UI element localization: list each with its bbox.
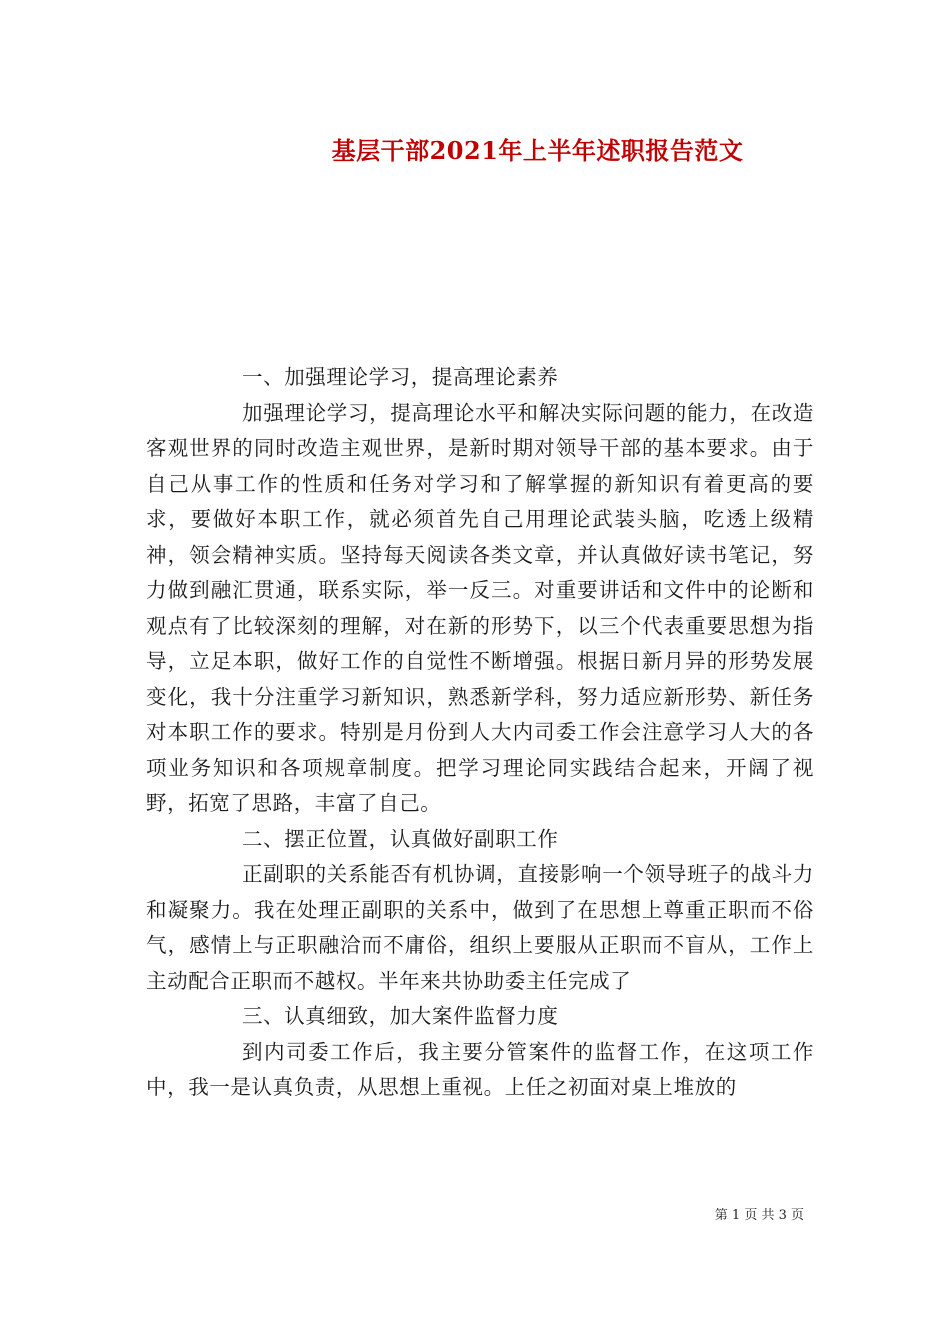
document-body <box>146 360 814 1106</box>
section-paragraph-2: 正副职的关系能否有机协调，直接影响一个领导班子的战斗力和凝聚力。我在处理正副职的关系中，做到了在思想上尊重正职而不俗气，感情上与正职融洽而不庸俗，组织上要服从正职而不盲从，工作上主动配合正职而不越权。半年来共协助委主任完成了 <box>146 862 814 993</box>
page-number-footer: 第 1 页 共 3 页 <box>714 1208 804 1223</box>
section-paragraph-3: 到内司委工作后，我主要分管案件的监督工作，在这项工作中，我一是认真负责，从思想上重视。上任之初面对桌上堆放的 <box>146 1039 814 1099</box>
section-heading-1: 一、加强理论学习，提高理论素养 <box>242 365 559 389</box>
section-paragraph-1: 加强理论学习，提高理论水平和解决实际问题的能力，在改造客观世界的同时改造主观世界，是新时期对领导干部的基本要求。由于自己从事工作的性质和任务对学习和了解掌握的新知识有着更高的要求，要做好本职工作，就必须首先自己用理论武装头脑，吃透上级精神，领会精神实质。坚持每天阅读各类文章，并认真做好读书笔记，努力做到融汇贯通，联系实际，举一反三。对重要讲话和文件中的论断和观点有了比较深刻的理解，对在新的形势下，以三个代表重要思想为指导，立足本职，做好工作的自觉性不断增强。根据日新月异的形势发展变化，我十分注重学习新知识，熟悉新学科，努力适应新形势、新任务对本职工作的要求。特别是月份到人大内司委工作会注意学习人大的各项业务知识和各项规章制度。把学习理论同实践结合起来，开阔了视野，拓宽了思路，丰富了自己。 <box>146 400 814 815</box>
section-heading-2: 二、摆正位置，认真做好副职工作 <box>242 826 559 851</box>
document-title: 基层干部2021年上半年述职报告范文 <box>331 136 744 165</box>
section-heading-3: 三、认真细致，加大案件监督力度 <box>242 1004 559 1028</box>
